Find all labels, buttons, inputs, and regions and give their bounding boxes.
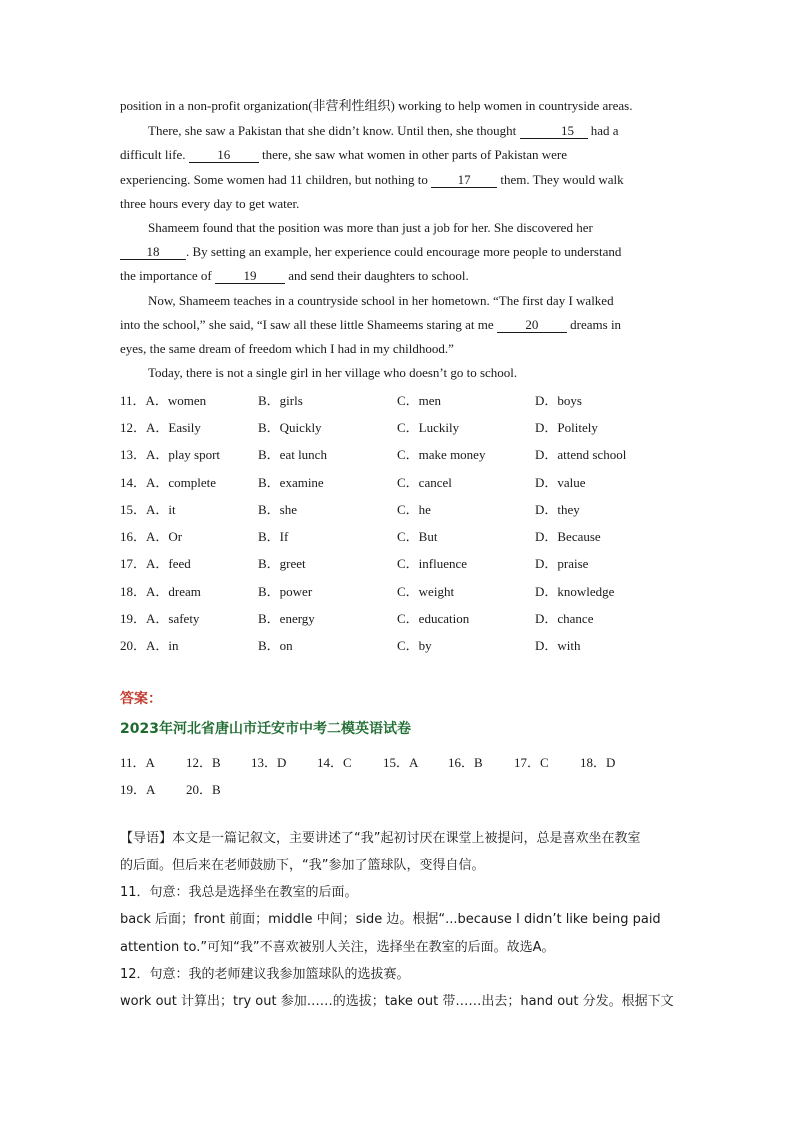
text-run: had a	[587, 123, 619, 138]
blank-18: 18	[120, 245, 186, 260]
option-a: 12．A．Easily	[120, 420, 201, 435]
answer-item: 15．A	[383, 755, 419, 770]
answer-label: 答案：	[120, 691, 162, 707]
option-c: C．influence	[397, 556, 468, 571]
answer-row	[120, 752, 660, 772]
explanation-line: back 后面；front 前面；middle 中间；side 边。根据“...because I didn’t like being paid	[120, 912, 661, 927]
option-b: B．girls	[258, 393, 303, 408]
passage-line: eyes, the same dream of freedom which I had in my childhood.”	[120, 341, 454, 356]
passage-line: Today, there is not a single girl in her village who doesn’t go to school.	[148, 365, 518, 380]
text-run: There, she saw a Pakistan that she didn’t know. Until then, she thought	[148, 123, 520, 138]
explanation-line: 的后面。但后来在老师鼓励下，“我”参加了篮球队，变得自信。	[120, 858, 485, 873]
exam-title: 2023年河北省唐山市迁安市中考二模英语试卷	[120, 721, 411, 737]
text-run: and send their daughters to school.	[284, 268, 469, 283]
passage-line	[120, 264, 680, 289]
option-c: C．cancel	[397, 475, 452, 490]
text-run: into the school,” she said, “I saw all these little Shameems staring at me	[120, 317, 497, 332]
option-c: C．weight	[397, 584, 455, 599]
option-c: C．by	[397, 638, 432, 653]
option-a: 16．A．Or	[120, 529, 183, 544]
option-a: 15．A．it	[120, 502, 176, 517]
blank-15: 15	[520, 124, 588, 139]
passage-line	[120, 143, 680, 168]
passage-line	[120, 313, 680, 338]
text-run: difficult life.	[120, 147, 189, 162]
option-row	[120, 635, 680, 655]
blank-19: 19	[215, 269, 285, 284]
blank-20: 20	[497, 318, 567, 333]
option-a: 14．A．complete	[120, 475, 217, 490]
option-b: B．examine	[258, 475, 324, 490]
passage-line	[120, 168, 680, 193]
option-b: B．eat lunch	[258, 447, 327, 462]
answer-item: 11．A	[120, 755, 155, 770]
blank-17: 17	[431, 173, 497, 188]
option-a: 11．A．women	[120, 393, 207, 408]
option-c: C．make money	[397, 447, 486, 462]
passage-line	[120, 119, 680, 144]
option-c: C．he	[397, 502, 431, 517]
option-row	[120, 417, 680, 437]
text-run: dreams in	[566, 317, 622, 332]
text-run: there, she saw what women in other parts of Pakistan were	[258, 147, 568, 162]
option-b: B．on	[258, 638, 293, 653]
option-b: B．If	[258, 529, 289, 544]
option-row	[120, 499, 680, 519]
explanation-line: 12．句意：我的老师建议我参加篮球队的选拔赛。	[120, 967, 410, 982]
text-run: the importance of	[120, 268, 215, 283]
option-a: 18．A．dream	[120, 584, 201, 599]
option-b: B．Quickly	[258, 420, 322, 435]
option-d: D．value	[535, 475, 586, 490]
passage-line: three hours every day to get water.	[120, 196, 300, 211]
option-row	[120, 553, 680, 573]
explanation-line: 【导语】本文是一篇记叙文，主要讲述了“我”起初讨厌在课堂上被提问，总是喜欢坐在教室	[120, 831, 641, 846]
answer-item: 18．D	[580, 755, 616, 770]
option-d: D．boys	[535, 393, 582, 408]
option-b: B．she	[258, 502, 298, 517]
option-d: D．chance	[535, 611, 594, 626]
passage-line: Now, Shameem teaches in a countryside school in her hometown. “The first day I walked	[148, 293, 614, 308]
option-a: 13．A．play sport	[120, 447, 221, 462]
explanation-line: work out 计算出；try out 参加……的选拔；take out 带……出去；hand out 分发。根据下文	[120, 994, 674, 1009]
option-d: D．knowledge	[535, 584, 615, 599]
option-d: D．they	[535, 502, 580, 517]
option-c: C．Luckily	[397, 420, 460, 435]
answer-item: 17．C	[514, 755, 549, 770]
explanation-line: attention to.”可知“我”不喜欢被别人关注，选择坐在教室的后面。故选A。	[120, 940, 555, 955]
option-a: 20．A．in	[120, 638, 179, 653]
option-d: D．attend school	[535, 447, 627, 462]
option-c: C．education	[397, 611, 470, 626]
passage-line: Shameem found that the position was more than just a job for her. She discovered her	[148, 220, 593, 235]
option-row	[120, 472, 680, 492]
option-d: D．praise	[535, 556, 589, 571]
option-row	[120, 581, 680, 601]
option-d: D．Because	[535, 529, 601, 544]
option-d: D．Politely	[535, 420, 598, 435]
answer-row	[120, 779, 320, 799]
option-a: 19．A．safety	[120, 611, 200, 626]
answer-item: 12．B	[186, 755, 221, 770]
answer-item: 19．A	[120, 782, 156, 797]
option-a: 17．A．feed	[120, 556, 191, 571]
explanation-line: 11．句意：我总是选择坐在教室的后面。	[120, 885, 358, 900]
option-row	[120, 390, 680, 410]
option-d: D．with	[535, 638, 581, 653]
answer-item: 20．B	[186, 782, 221, 797]
text-run: experiencing. Some women had 11 children, but nothing to	[120, 172, 432, 187]
answer-item: 13．D	[251, 755, 287, 770]
option-row	[120, 608, 680, 628]
blank-16: 16	[189, 148, 259, 163]
option-c: C．But	[397, 529, 438, 544]
passage-line	[120, 240, 680, 265]
option-b: B．energy	[258, 611, 315, 626]
text-run: them. They would walk	[497, 172, 624, 187]
option-row	[120, 526, 680, 546]
answer-item: 16．B	[448, 755, 483, 770]
passage-line: position in a non-profit organization(非营利性组织) working to help women in countryside areas.	[120, 98, 633, 113]
text-run: . By setting an example, her experience could encourage more people to understand	[186, 244, 622, 259]
option-b: B．power	[258, 584, 313, 599]
option-c: C．men	[397, 393, 442, 408]
option-row	[120, 444, 680, 464]
answer-item: 14．C	[317, 755, 352, 770]
option-b: B．greet	[258, 556, 306, 571]
